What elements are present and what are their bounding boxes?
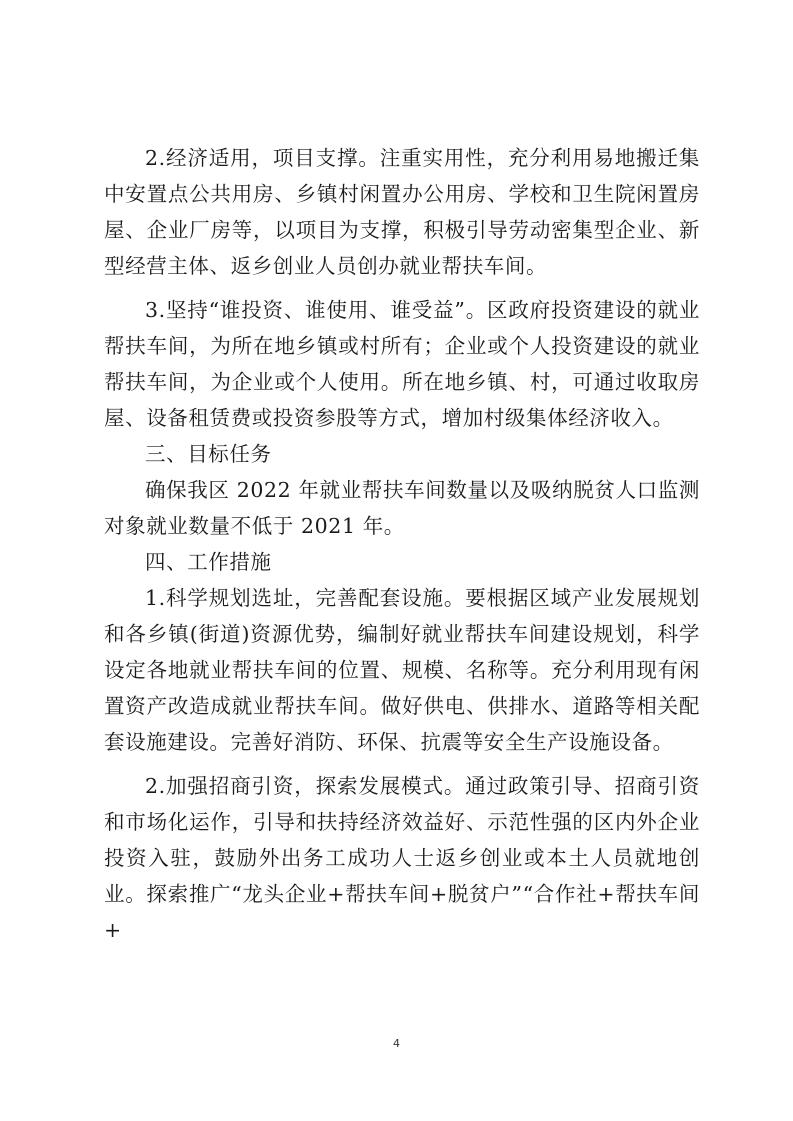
page-number: 4: [393, 1037, 400, 1050]
paragraph-who-invests: 3.坚持“谁投资、谁使用、谁受益”。区政府投资建设的就业帮扶车间，为所在地乡镇或村所有；企业或个人投资建设的就业帮扶车间，为企业或个人使用。所在地乡镇、村，可通过收取房屋、设备租赁费或投资参股等方式，增加村级集体经济收入。: [104, 298, 700, 430]
document-body: [104, 140, 700, 948]
paragraph-gap: [104, 284, 700, 292]
paragraph-gap: [104, 760, 700, 768]
paragraph-investment: 2.加强招商引资，探索发展模式。通过政策引导、招商引资和市场化运作，引导和扶持经济效益好、示范性强的区内外企业投资入驻，鼓励外出务工成功人士返乡创业或本土人员就地创业。探索推广“龙头企业+帮扶车间+脱贫户”“合作社+帮扶车间+: [104, 774, 700, 942]
section-heading-goals: 三、目标任务: [145, 442, 272, 466]
section-heading-measures: 四、工作措施: [145, 550, 272, 574]
paragraph-economic-practical: 2.经济适用，项目支撑。注重实用性，充分利用易地搬迁集中安置点公共用房、乡镇村闲置办公用房、学校和卫生院闲置房屋、企业厂房等，以项目为支撑，积极引导劳动密集型企业、新型经营主体、返乡创业人员创办就业帮扶车间。: [104, 146, 700, 278]
paragraph-site-planning: 1.科学规划选址，完善配套设施。要根据区域产业发展规划和各乡镇(街道)资源优势，编制好就业帮扶车间建设规划，科学设定各地就业帮扶车间的位置、规模、名称等。充分利用现有闲置资产改造成就业帮扶车间。做好供电、供排水、道路等相关配套设施建设。完善好消防、环保、抗震等安全生产设施设备。: [104, 586, 700, 754]
paragraph-goals: 确保我区 2022 年就业帮扶车间数量以及吸纳脱贫人口监测对象就业数量不低于 2021 年。: [104, 478, 700, 538]
